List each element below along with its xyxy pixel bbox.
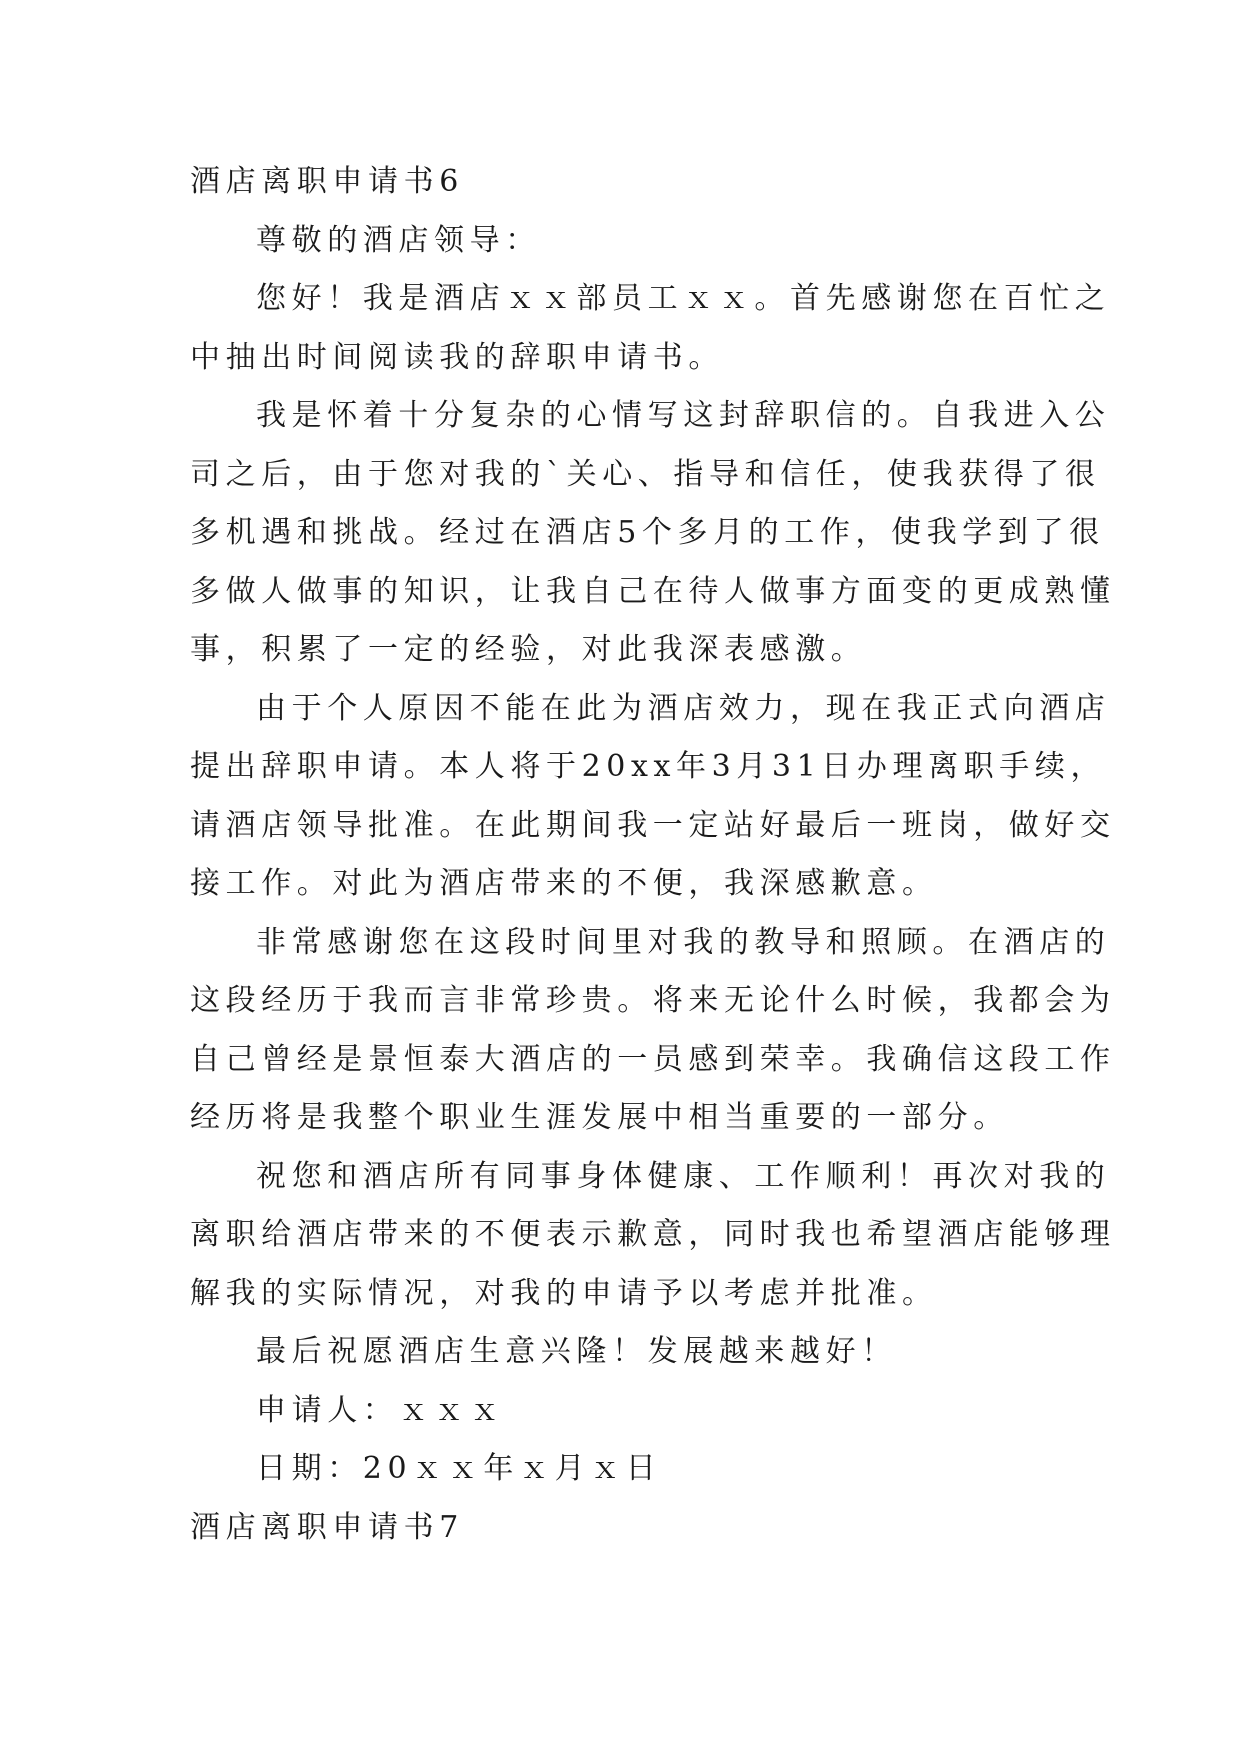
paragraph-line: 接工作。对此为酒店带来的不便，我深感歉意。 (190, 866, 938, 901)
paragraph-line: 非常感谢您在这段时间里对我的教导和照顾。在酒店的 (256, 924, 1111, 960)
paragraph-line: 司之后，由于您对我的`关心、指导和信任，使我获得了很 (190, 456, 1101, 492)
salutation: 尊敬的酒店领导： (256, 222, 541, 258)
paragraph-line: 我是怀着十分复杂的心情写这封辞职信的。自我进入公 (256, 398, 1111, 433)
date-line: 日期：20ｘｘ年ｘ月ｘ日 (256, 1451, 662, 1486)
paragraph-line: 这段经历于我而言非常珍贵。将来无论什么时候，我都会为 (190, 983, 1116, 1018)
applicant-line: 申请人：ｘｘｘ (256, 1392, 506, 1428)
closing-wish: 最后祝愿酒店生意兴隆！发展越来越好！ (256, 1334, 897, 1369)
paragraph-line: 由于个人原因不能在此为酒店效力，现在我正式向酒店 (256, 690, 1111, 726)
paragraph-line: 祝您和酒店所有同事身体健康、工作顺利！再次对我的 (256, 1158, 1111, 1194)
document-body (190, 153, 1116, 1557)
paragraph-line: 离职给酒店带来的不便表示歉意，同时我也希望酒店能够理 (190, 1217, 1116, 1252)
paragraph-line: 事，积累了一定的经验，对此我深表感激。 (190, 632, 867, 667)
paragraph-line: 提出辞职申请。本人将于20xx年3月31日办理离职手续， (190, 749, 1107, 784)
paragraph-line: 多机遇和挑战。经过在酒店5个多月的工作，使我学到了很 (190, 515, 1105, 550)
section-title: 酒店离职申请书6 (190, 164, 464, 199)
paragraph-line: 自己曾经是景恒泰大酒店的一员感到荣幸。我确信这段工作 (190, 1041, 1116, 1077)
paragraph-line: 中抽出时间阅读我的辞职申请书。 (190, 339, 724, 375)
paragraph-line: 多做人做事的知识，让我自己在待人做事方面变的更成熟懂 (190, 573, 1116, 609)
paragraph-line: 您好！我是酒店ｘｘ部员工ｘｘ。首先感谢您在百忙之 (256, 281, 1111, 316)
section-title: 酒店离职申请书7 (190, 1509, 464, 1545)
paragraph-line: 解我的实际情况，对我的申请予以考虑并批准。 (190, 1275, 938, 1311)
paragraph-line: 请酒店领导批准。在此期间我一定站好最后一班岗，做好交 (190, 807, 1116, 843)
paragraph-line: 经历将是我整个职业生涯发展中相当重要的一部分。 (190, 1100, 1009, 1135)
